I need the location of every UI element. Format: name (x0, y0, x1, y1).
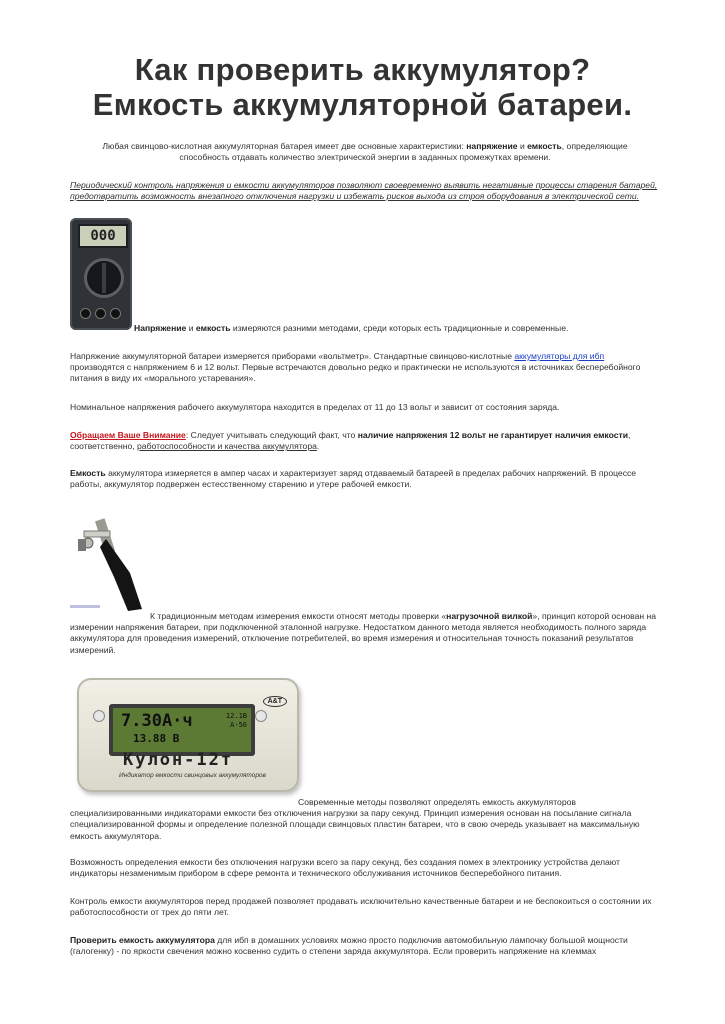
methods-bold-capacity: емкость (195, 323, 231, 333)
methods-bold-voltage: Напряжение (134, 323, 187, 333)
nominal-voltage-paragraph: Номинальное напряжения рабочего аккумулятора находится в пределах от 11 до 13 вольт и зависит от состояния заряда. (70, 402, 560, 412)
load-fork-paragraph (70, 611, 660, 656)
voltmeter-text: Напряжение аккумуляторной батареи измеряется приборами «вольтметр». Стандартные свинцово-кислотные (70, 351, 515, 361)
capacity-bold: Емкость (70, 468, 106, 478)
modern-first-line: Современные методы позволяют определять емкость аккумуляторов (298, 797, 576, 807)
fork-bold: нагрузочной вилкой (446, 611, 533, 621)
device-button-left (93, 710, 105, 722)
fork-text-end: », принцип которой основан на измерении напряжения батареи, при подключенной эталонной нагрузке. Недостатком данного метода является необходимость полного заряда аккумулятора для проведения измерений, отключение потребителей, во время измерения и относительная точность показаний результатов измерений. (70, 611, 657, 655)
title-line-1: Как проверить аккумулятор? (134, 52, 591, 87)
device-side-readings (226, 712, 247, 730)
device-subtitle: Индикатор емкости свинцовых аккумуляторов (119, 772, 266, 779)
multimeter-jacks (78, 306, 124, 320)
modern-text: специализированными индикаторами емкости без отключения нагрузки за пару секунд. Принцип измерения основан на посылание сигнала специализированной формы и определение полезной площади свинцовых пластин батареи, что в свою очередь указывает на максимальную емкость аккумулятора. (70, 808, 640, 841)
page-title (40, 52, 685, 122)
device-name: Кулон-12т (123, 750, 234, 770)
attention-end: . (316, 441, 320, 452)
load-fork-image (70, 513, 158, 613)
intro-text: Любая свинцово-кислотная аккумуляторная батарея имеет две основные характеристики: (102, 141, 467, 151)
fork-text: К традиционным методам измерения емкости относят методы проверки « (150, 611, 447, 621)
device-side-1: 12.1В (225, 712, 247, 720)
methods-paragraph (134, 323, 664, 334)
battery-quality-link[interactable]: работоспособности и качества аккумулятора (137, 441, 317, 452)
device-button-right (255, 710, 267, 722)
capacity-text: аккумулятора измеряется в ампер часах и характеризует заряд отдаваемый батареей в пределах рабочих напряжений. В процессе работы, аккумулятор подвержен естесственному старению и утере рабочей емкости. (70, 468, 637, 490)
ups-batteries-link[interactable]: аккумуляторы для ибп (514, 351, 605, 361)
intro-bold-capacity: емкость (527, 141, 562, 151)
intro-bold-voltage: напряжение (466, 141, 518, 151)
device-reading-voltage: 13.88 В (133, 732, 180, 745)
multimeter-image (70, 218, 132, 330)
capacity-paragraph (70, 468, 660, 490)
device-side-2: А·56 (230, 721, 247, 729)
methods-text: измеряются разними методами, среди которых есть традиционные и современные. (230, 323, 569, 333)
device-screen (109, 704, 255, 756)
multimeter-dial (84, 258, 124, 298)
attention-label: Обращаем Ваше Внимание (70, 430, 186, 440)
attention-bold: наличие напряжения 12 вольт не гарантирует наличия емкости (357, 430, 629, 440)
attention-text: : Следует учитывать следующий факт, что (185, 430, 358, 440)
possibility-paragraph: Возможность определения емкости без отключения нагрузки всего за пару секунд, без создания помех в электронику устройства делают индикаторы незаменимым прибором в сфере ремонта и технического обслуживания источников бесперебойного питания. (70, 857, 620, 879)
coulon-device-image (77, 678, 299, 792)
methods-and: и (186, 323, 196, 333)
voltmeter-text-end: производятся с напряжением 6 и 12 вольт. Первые встречаются довольно редко и практически не используются в источниках бесперебойного питания в виду их «морального устаревания». (70, 362, 641, 384)
check-capacity-paragraph (70, 935, 660, 957)
check-bold: Проверить емкость аккумулятора (70, 935, 215, 945)
italic-link-paragraph[interactable]: Периодический контроль напряжения и емкости аккумуляторов позволяют своевременно выявить негативные процессы старения батарей, предотвратить возможность внезапного отключения нагрузки и избежать рисков выхода из строя оборудования в электрической сети. (70, 180, 658, 202)
check-text: для ибп в домашних условиях можно просто подключив автомобильную лампочку большой мощности (галогенку) - по яркости свечения можно косвенно судить о степени заряда аккумулятора. Если проверить напряжение на клеммах (70, 935, 628, 957)
intro-paragraph (70, 141, 660, 163)
intro-and: и (517, 141, 528, 151)
attention-paragraph (70, 430, 660, 452)
intro-text-end: , определяющие (561, 141, 628, 151)
attention-mid: , соответственно, (70, 430, 631, 452)
intro-line-2: способность отдавать количество электрической энергии в заданных промежутках времени. (179, 152, 551, 163)
multimeter-display: 000 (78, 224, 128, 248)
device-logo: А&Т (263, 696, 287, 707)
title-line-2: Емкость аккумуляторной батареи. (92, 87, 633, 122)
voltmeter-paragraph (70, 351, 660, 385)
control-paragraph: Контроль емкости аккумуляторов перед продажей позволяет продавать исключительно качественные батареи и не беспокоиться о состоянии их работоспособности от трех до пяти лет. (70, 896, 652, 918)
device-reading-capacity: 7.30А·ч (121, 711, 193, 731)
modern-methods-paragraph (70, 797, 660, 842)
